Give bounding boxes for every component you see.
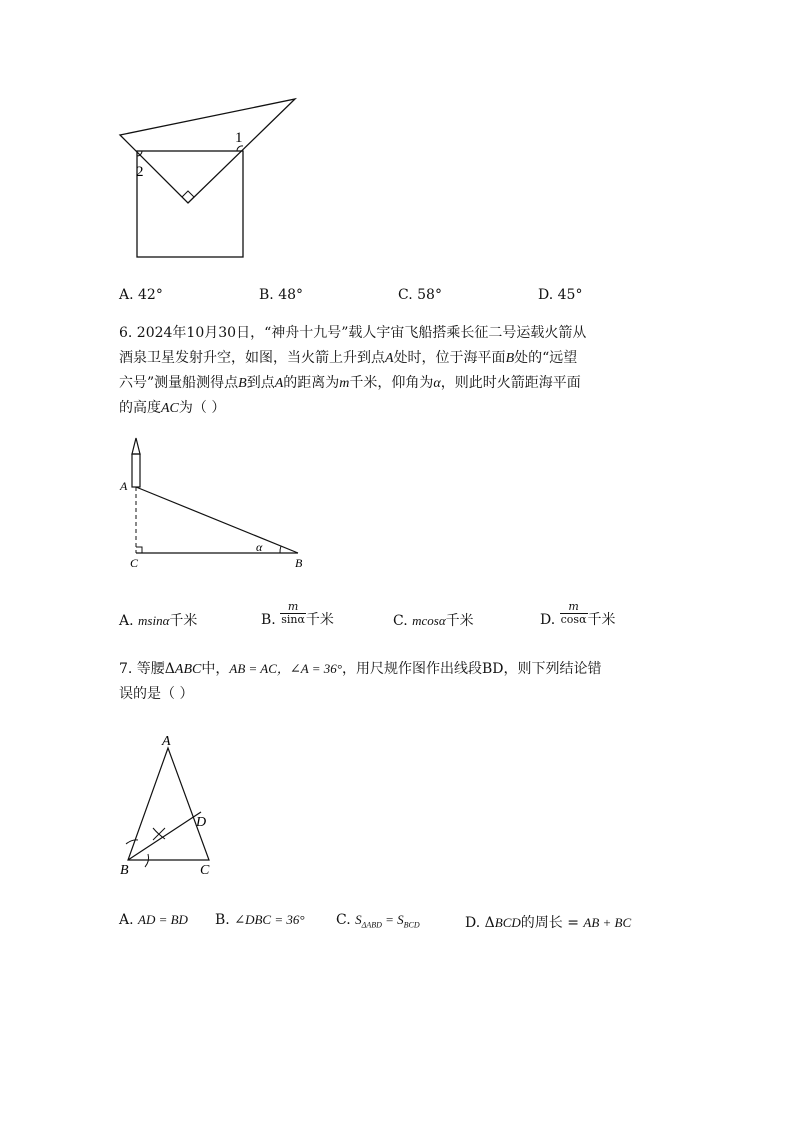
alpha-arc bbox=[280, 546, 281, 553]
q6-stem-line1: 6. 2024年10月30日，“神舟十九号”载人宇宙飞船搭乘长征二号运载火箭从 bbox=[119, 325, 587, 341]
arc-on-ab bbox=[126, 840, 138, 844]
triangle-abc bbox=[128, 748, 209, 860]
q5-angle1-label: 1 bbox=[235, 130, 243, 146]
right-angle-c bbox=[136, 547, 142, 553]
q7-stem-line1: 7. 等腰ΔABC中，AB = AC，∠A = 36°，用尺规作图作出线段BD，则下列结论错 bbox=[119, 661, 602, 677]
q7-label-c: C bbox=[200, 863, 210, 878]
rocket-body bbox=[132, 454, 140, 487]
q6-label-b: B bbox=[295, 556, 303, 570]
q5-angle2-label: 2 bbox=[136, 164, 144, 180]
segment-bd bbox=[128, 812, 201, 860]
q7-figure bbox=[110, 728, 240, 880]
q5-option-b[interactable]: B. 48° bbox=[259, 287, 304, 303]
q5-option-a[interactable]: A. 42° bbox=[119, 287, 163, 303]
q6-option-a[interactable]: A. msinα千米 bbox=[119, 613, 198, 629]
q6-option-c[interactable]: C. mcosα千米 bbox=[393, 613, 474, 629]
q6-stem-line4: 的高度AC为（ ） bbox=[119, 400, 226, 416]
segment-ab bbox=[136, 487, 298, 553]
q5-figure bbox=[110, 90, 310, 265]
q6-stem-line3: 六号”测量船测得点B到点A的距离为m千米，仰角为α，则此时火箭距海平面 bbox=[119, 375, 581, 391]
q6-label-a: A bbox=[120, 479, 128, 493]
rocket-tip bbox=[132, 438, 140, 454]
q6-option-b[interactable]: B. $\frac{m}{\sin\alpha}$ 千米 bbox=[261, 600, 334, 628]
q5-option-c[interactable]: C. 58° bbox=[398, 287, 442, 303]
q7-option-b[interactable]: B. ∠DBC = 36° bbox=[215, 912, 305, 928]
q6-label-c: C bbox=[130, 556, 139, 570]
q5-square bbox=[137, 151, 243, 257]
q6-figure bbox=[110, 432, 310, 577]
q5-right-angle-mark bbox=[182, 191, 194, 203]
q7-option-d[interactable]: D. ΔBCD的周长 = AB + BC bbox=[465, 915, 632, 931]
q6-stem-line2: 酒泉卫星发射升空，如图，当火箭上升到点A处时，位于海平面B处的“远望 bbox=[119, 350, 578, 366]
q7-option-c[interactable]: C. $S_{\Delta ABD} = S_{BCD}$ bbox=[336, 912, 420, 930]
q7-label-d: D bbox=[196, 815, 207, 830]
q6-label-alpha: α bbox=[256, 540, 263, 554]
q7-label-b: B bbox=[120, 863, 129, 878]
q5-option-d[interactable]: D. 45° bbox=[538, 287, 583, 303]
q7-label-a: A bbox=[162, 734, 171, 749]
q7-option-a[interactable]: A. AD = BD bbox=[119, 912, 188, 928]
q7-stem-line2: 误的是（ ） bbox=[119, 686, 194, 702]
q6-option-d[interactable]: D. $\frac{m}{\cos\alpha}$ 千米 bbox=[540, 600, 616, 628]
